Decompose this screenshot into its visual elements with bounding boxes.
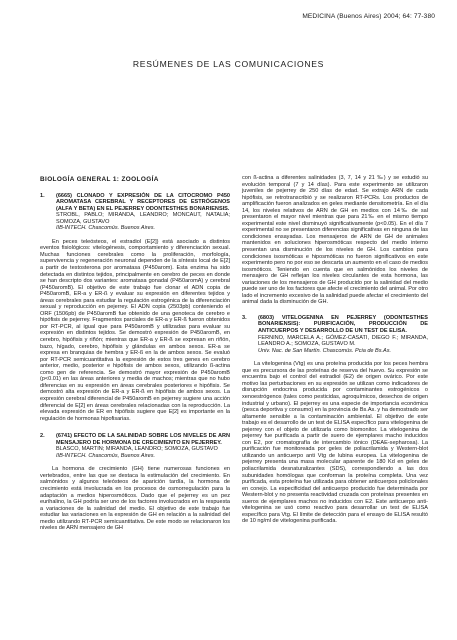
abstract-authors: BLASCO, MARTIN; MIRANDA, LEANDRO; SOMOZA, GUSTAVO [56, 446, 218, 453]
abstract-title-text: (6665) CLONADO Y EXPRESIÓN DE LA CITOCROMO P450 AROMATASA CEREBRAL Y RECEPTORES DE ESTRÓGENOS (ALFA Y BETA) EN EL PEJERREY ODONTESTHES BONARIENSIS. [56, 192, 230, 212]
abstract-body-continuation: con ß-actina a diferentes salinidades (3, 7, 14 y 21 ‰) y se estudió su evolución temporal (7 y 14 días). Para este experimento se utilizaron juveniles de pejerrey de 250 días de edad. Se extrajo ARN de cada hipófisis, se retrotranscribió y se realizaron RT-PCRs. Los productos de amplificación fueron analizados en geles mediante densitometría. En el día 14, los niveles relativos de ARN de GH en medios con 14‰ de sal presentaron el mayor nivel mientras que para 21‰ en el mismo tiempo experimental este nivel disminuyó significativamente (p<0.05). En el día 7 experimental no se presentaron diferencias significativas en ninguna de las condiciones ensayadas. Los mensajeros de ARN de GH de animales mantenidos en soluciones hiperosmóticas respecto del medio interno presentan una disminución de los niveles de GH. Los cambios para condiciones isosmóticas e hiposmóticas no fueron significativos en este experimento pero no por eso se descarta un aumento en el caso de medios isosmóticos. Teniendo en cuenta que en salmónidos los niveles de mensajero de GH reflejan los niveles circulantes de esta hormona, las variaciones de los mensajeros de GH producido por la salinidad del medio puede ser uno de los factores que afecte el crecimiento del animal. Por otro lado el incremento excesivo de la salinidad puede afectar el crecimiento del animal dada la disminución de GH. [242, 175, 428, 306]
abstract-authors: FERNINO, MARCELA A.; GÓMEZ-CASATI, DIEGO F.; MIRANDA, LEANDRO A.; SOMOZA, GUSTAVO M. [258, 334, 428, 348]
abstract-3 [242, 315, 428, 525]
abstract-body: En peces teleósteos, el estradiol (E[2]) está asociado a distintos eventos fisiológicos: vitelogénesis, comportamiento y diferenciación sexual. Muchas funciones cerebrales como la proliferación, morfología, supervivencia y regeneración neuronal dependen de la síntesis local de E[2] a partir de testosterona por aromatasa (P450arom). Esta enzima ha sido detectada en distintos tejidos, principalmente en cerebro de peces en donde se han descripto dos variantes: aromatasa gonadal (P450aromA) y cerebral (P450aromB). El objetivo de este trabajo fue clonar el ADN copia de P450aromB, ER-a y ER-ß y evaluar su expresión en diferentes tejidos y áreas cerebrales para estudiar la regulación estrogénica de la diferenciación sexual y reproducción en pejerrey. El ADN copia (2503pb) conteniendo el ORF (1506pb) de P450aromB fue obtenido de una genoteca de cerebro e hipófisis de pejerrey. Fragmentos parciales de ER-a y ER-ß fueron obtenidos por RT-PCR, al igual que para P450aromB y utilizadas para evaluar su expresión en distintos tejidos. Se demostró expresión de P450aromB, en cerebro, hipófisis y riñón; mientras que ER-a y ER-ß se expresan en riñón, bazo, hígado, cerebro, hipófisis y glándulas en ambos sexos. ER-a se expresa en branquias de hembra y ER-ß en la de ambos sexos. Se evaluó por RT-PCR semicuantitativa la expresión de estos tres genes en cerebro anterior, medio, posterior e hipófisis de ambos sexos, utilizando ß-actina como gen de referencia. Se demostró mayor expresión de P450aromB (p<0.01) en las áreas anteriores y media de machos; mientras que no hubo diferencias en su expresión en áreas cerebrales posteriores e hipófisis. Se demostró alta expresión de ER-a y ER-ß en hipófisis de ambos sexos. La expresión cerebral diferencial de P450aromB en pejerrey sugiere una acción diferencial de E[2] en áreas cerebrales relacionadas con la reproducción. La elevada expresión de ER en hipófisis sugiere que E[2] es importante en la regulación de hormonas hipofisarias. [40, 238, 230, 422]
abstract-title [242, 315, 428, 335]
right-column [242, 175, 428, 529]
abstract-affiliation: IIB-INTECH. Chascomús, Buenos Aires. [56, 452, 156, 459]
abstract-title [40, 433, 230, 446]
journal-header: MEDICINA (Buenos Aires) 2004; 64: 77-380 [302, 13, 435, 20]
abstract-affiliation: IIB-INTECH. Chascomús. Buenos Aires. [56, 225, 156, 232]
abstract-title [40, 193, 230, 213]
abstract-title-text: (6803) VITELOGENINA EN PEJERREY (ODONTESTHES BONARIENSIS): PURIFICACIÓN, PRODUCCIÓN DE ANTICUERPOS Y DESARROLLO DE UN TEST DE ELISA. [258, 314, 428, 335]
abstract-number: 3. [242, 314, 247, 321]
section-title: RESÚMENES DE LAS COMUNICACIONES [132, 59, 325, 69]
abstract-title-text: (6741) EFECTO DE LA SALINIDAD SOBRE LOS NIVELES DE ARN MENSAJERO DE HORMONA DE CRECIMIENTO EN PEJERREY. [56, 433, 230, 446]
subsection-heading: BIOLOGÍA GENERAL 1: ZOOLOGÍA [40, 176, 159, 183]
abstract-number: 2. [40, 433, 45, 440]
abstract-body: La vitelogenina (Vtg) es una proteína producida por los peces hembra que es precursora de las proteínas de reserva del huevo. Su expresión se encuentra bajo el control del estradiol (E2) de origen ovárico. Por este motivo las perturbaciones en su expresión se utilizan como indicadores de disrupción endocrina producida por contaminantes estrogénicos o xenoestrógenos (tales como pesticidas, agroquímicos, desechos de origen industrial y urbano). El pejerrey es una especie de importancia económica (pesca deportiva y consumo) en la provincia de Bs.As. y ha demostrado ser altamente sensible a la contaminación ambiental. El objetivo de este trabajo es el desarrollo de un test de ELISA específico para vitelogenina de pejerrey con el objeto de utilizarla como biomonitor. La vitelogenina de pejerrey fue purificada a partir de suero de ejemplares macho inducidos con E2, por cromatografía de intercambio iónico (DEAE-sepharosa). La purificación fue monitoreada por geles de poliacrilamida y Western-blot utilizando un anticuerpo anti Vtg de lubina europea. La vitelogenina de pejerrey presenta una masa molecular aparente de 180 Kd en geles de poliacrilamida desnaturalizantes (SDS), correspondiendo a las dos subunidades homólogas que conforman la proteína completa. Una vez purificada, esta proteína fue utilizada para obtener anticuerpos policlonales en conejo. La especificidad del anticuerpo producido fue determinada por Western-blot y no presenta reactividad cruzada con proteínas presentes en sueros de ejemplares machos no inducidos con E2. Este anticuerpo anti-vitelogenina se usó como reactivo para desarrollar un test de ELISA específico para Vtg. El límite de detección para el ensayo de ELISA resultó de 10 ng/ml de vitelogenina purificada. [242, 361, 428, 525]
abstract-1 [40, 193, 230, 423]
abstract-body: La hormona de crecimiento (GH) tiene numerosas funciones en vertebrados, entre las que se destaca la estimulación del crecimiento. En salmónidos y algunos teleósteos de aparición tardía, la hormona de crecimiento está involucrada en los procesos de osmorregulación para la adaptación a medios hiperosmóticos. Dado que el pejerrey es un pez eurihalino, la GH podría ser uno de los factores involucrados en la respuesta a variaciones de la salinidad del medio. El objetivo de este trabajo fue estudiar las variaciones en la expresión de GH en relación a la salinidad del medio utilizando RT-PCR semicuantitativa. De este modo se relacionaron los niveles de ARN mensajero de GH [40, 466, 230, 532]
abstract-affiliation: Univ. Nac. de San Martín. Chascomús. Pcia de Bs.As. [258, 347, 392, 354]
abstract-number: 1. [40, 192, 45, 199]
abstract-authors: STROBL, PABLO; MIRANDA, LEANDRO; MONCAUT, NATALIA; SOMOZA, GUSTAVO [56, 212, 230, 225]
left-column [40, 177, 230, 625]
abstract-2 [40, 433, 230, 532]
